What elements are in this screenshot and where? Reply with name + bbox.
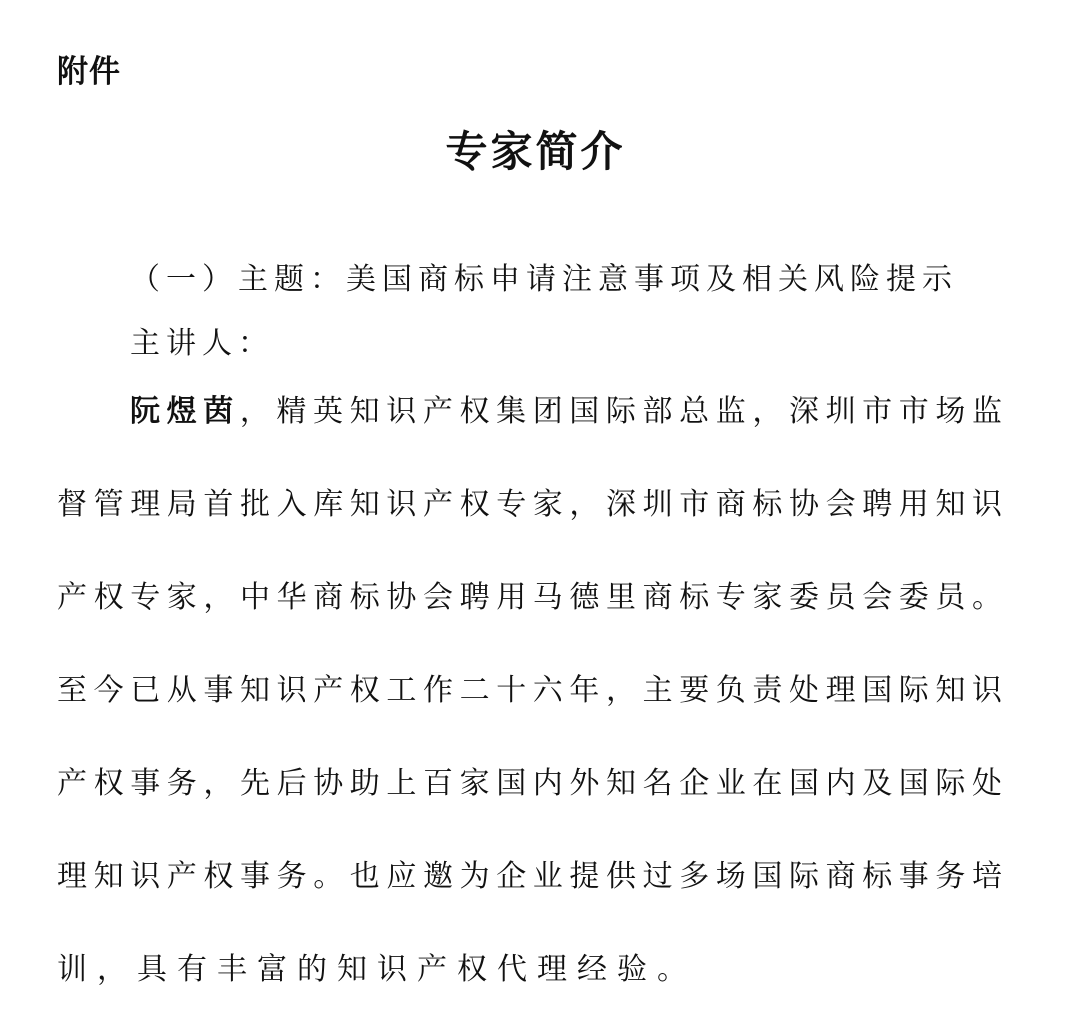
bio-line: 产权事务，先后协助上百家国内外知名企业在国内及国际处 bbox=[57, 766, 1002, 801]
bio-line: 训，具有丰富的知识产权代理经验。 bbox=[57, 952, 697, 987]
bio-line: 产权专家，中华商标协会聘用马德里商标专家委员会委员。 bbox=[57, 580, 1002, 615]
page-title: 专家简介 bbox=[445, 127, 626, 176]
speaker-label: 主讲人： bbox=[130, 326, 274, 361]
speaker-name: 阮煜茵 bbox=[130, 394, 240, 429]
bio-line-text: ，精英知识产权集团国际部总监，深圳市市场监 bbox=[239, 394, 1003, 429]
bio-line bbox=[130, 390, 1002, 434]
bio-line: 至今已从事知识产权工作二十六年，主要负责处理国际知识 bbox=[57, 673, 1002, 708]
bio-line: 督管理局首批入库知识产权专家，深圳市商标协会聘用知识 bbox=[57, 487, 1002, 522]
bio-line: 理知识产权事务。也应邀为企业提供过多场国际商标事务培 bbox=[57, 859, 1002, 894]
topic-heading: （一）主题：美国商标申请注意事项及相关风险提示 bbox=[130, 262, 958, 297]
attachment-label: 附件 bbox=[57, 54, 121, 90]
